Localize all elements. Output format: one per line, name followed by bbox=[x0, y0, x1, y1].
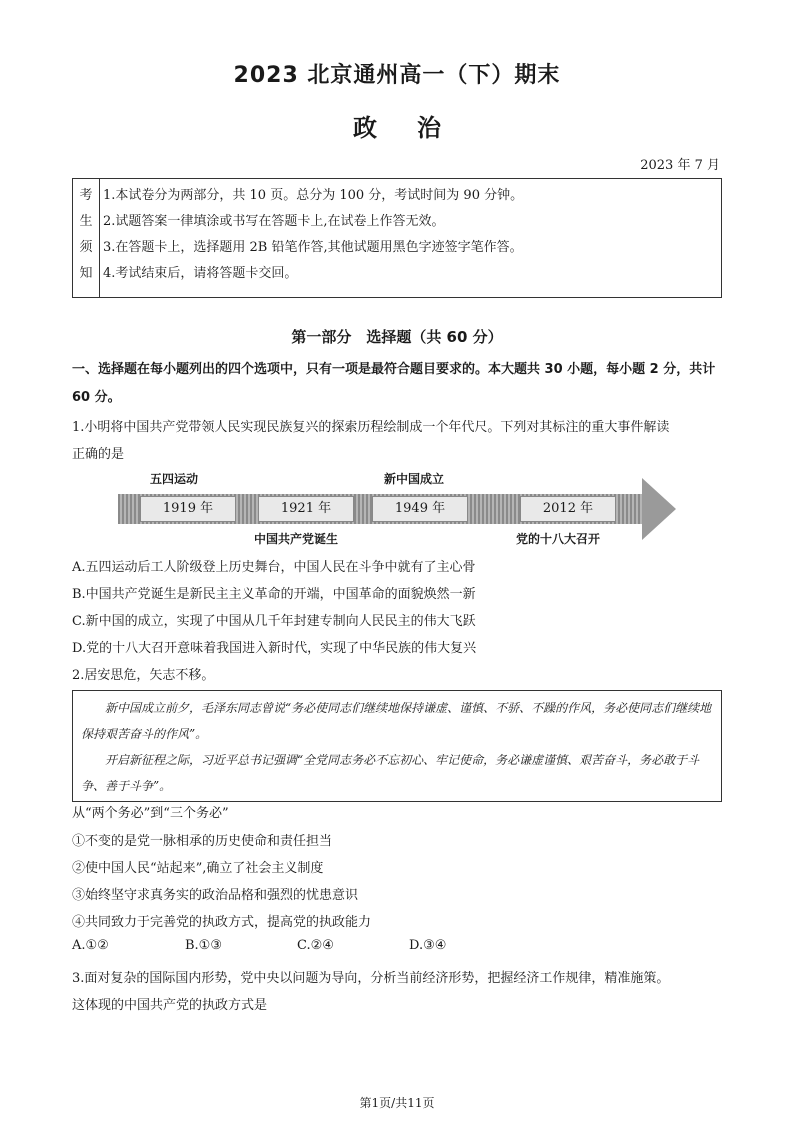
q3-stem-line1: 3.面对复杂的国际国内形势，党中央以问题为导向，分析当前经济形势，把握经济工作规律，精准施策。 bbox=[72, 971, 670, 986]
q2-statement: ②使中国人民“站起来”,确立了社会主义制度 bbox=[72, 861, 324, 876]
q1-option-c: C.新中国的成立，实现了中国从几千年封建专制向人民民主的伟大飞跃 bbox=[72, 614, 476, 629]
notice-side-char: 考 bbox=[79, 188, 93, 203]
exam-title: 2023 北京通州高一（下）期末 bbox=[233, 63, 561, 88]
q2-quote-box bbox=[72, 690, 722, 802]
notice-side-char: 须 bbox=[79, 240, 93, 255]
exam-date: 2023 年 7 月 bbox=[640, 158, 720, 173]
timeline-label-18th-congress: 党的十八大召开 bbox=[516, 532, 601, 546]
timeline-year-2012: 2012 年 bbox=[520, 496, 616, 522]
q2-quote-para: 新中国成立前夕，毛泽东同志曾说“务必使同志们继续地保持谦虚、谨慎、不骄、不躁的作风，务必使同志们继续地保持艰苦奋斗的作风”。 bbox=[81, 701, 712, 741]
q2-quote-para: 开启新征程之际，习近平总书记强调“全党同志务必不忘初心、牢记使命，务必谦虚谨慎、艰苦奋斗，务必敢于斗争、善于斗争”。 bbox=[81, 753, 700, 793]
section-title: 第一部分 选择题（共 60 分） bbox=[291, 328, 503, 346]
q2-statement: ①不变的是党一脉相承的历史使命和责任担当 bbox=[72, 834, 333, 849]
timeline-label-may-fourth: 五四运动 bbox=[150, 472, 199, 486]
q1-stem-line2: 正确的是 bbox=[72, 447, 125, 462]
notice-items bbox=[103, 183, 717, 287]
notice-item: 1.本试卷分为两部分，共 10 页。总分为 100 分，考试时间为 90 分钟。 bbox=[103, 188, 524, 203]
notice-item: 2.试题答案一律填涂或书写在答题卡上,在试卷上作答无效。 bbox=[103, 214, 445, 229]
notice-box bbox=[72, 178, 722, 298]
timeline-year-1949: 1949 年 bbox=[372, 496, 468, 522]
timeline-year-1919: 1919 年 bbox=[140, 496, 236, 522]
notice-side-char: 知 bbox=[79, 266, 93, 281]
q2-choice-a: A.①② bbox=[72, 938, 109, 953]
timeline-label-prc-founded: 新中国成立 bbox=[384, 472, 445, 486]
timeline-year-1921: 1921 年 bbox=[258, 496, 354, 522]
notice-item: 3.在答题卡上，选择题用 2B 铅笔作答,其他试题用黑色字迹签字笔作答。 bbox=[103, 240, 523, 255]
q2-lead: 从“两个务必”到“三个务必” bbox=[72, 806, 229, 821]
timeline-arrow-head bbox=[642, 478, 676, 540]
q2-stem: 2.居安思危，矢志不移。 bbox=[72, 668, 215, 683]
q1-option-d: D.党的十八大召开意味着我国进入新时代，实现了中华民族的伟大复兴 bbox=[72, 641, 477, 656]
q1-option-b: B.中国共产党诞生是新民主主义革命的开端，中国革命的面貌焕然一新 bbox=[72, 587, 476, 602]
q2-choice-c: C.②④ bbox=[297, 938, 334, 953]
q2-choice-b: B.①③ bbox=[185, 938, 222, 953]
q2-statement: ③始终坚守求真务实的政治品格和强烈的忧患意识 bbox=[72, 888, 359, 903]
timeline-figure bbox=[118, 468, 678, 548]
page-footer: 第1页/共11页 bbox=[359, 1096, 435, 1110]
notice-item: 4.考试结束后，请将答题卡交回。 bbox=[103, 266, 298, 281]
section-instruction: 一、选择题在每小题列出的四个选项中，只有一项是最符合题目要求的。本大题共 30 小题，每小题 2 分，共计 60 分。 bbox=[72, 362, 716, 405]
notice-side-char: 生 bbox=[79, 214, 93, 229]
q1-stem-line1: 1.小明将中国共产党带领人民实现民族复兴的探索历程绘制成一个年代尺。下列对其标注的重大事件解读 bbox=[72, 420, 670, 435]
q1-option-a: A.五四运动后工人阶级登上历史舞台，中国人民在斗争中就有了主心骨 bbox=[72, 560, 476, 575]
q2-choice-d: D.③④ bbox=[409, 938, 447, 953]
subject-title: 政治 bbox=[353, 114, 481, 142]
notice-side-label bbox=[73, 179, 100, 297]
q2-statement: ④共同致力于完善党的执政方式，提高党的执政能力 bbox=[72, 915, 372, 930]
timeline-label-cpc-founded: 中国共产党诞生 bbox=[254, 532, 339, 546]
q3-stem-line2: 这体现的中国共产党的执政方式是 bbox=[72, 998, 268, 1013]
